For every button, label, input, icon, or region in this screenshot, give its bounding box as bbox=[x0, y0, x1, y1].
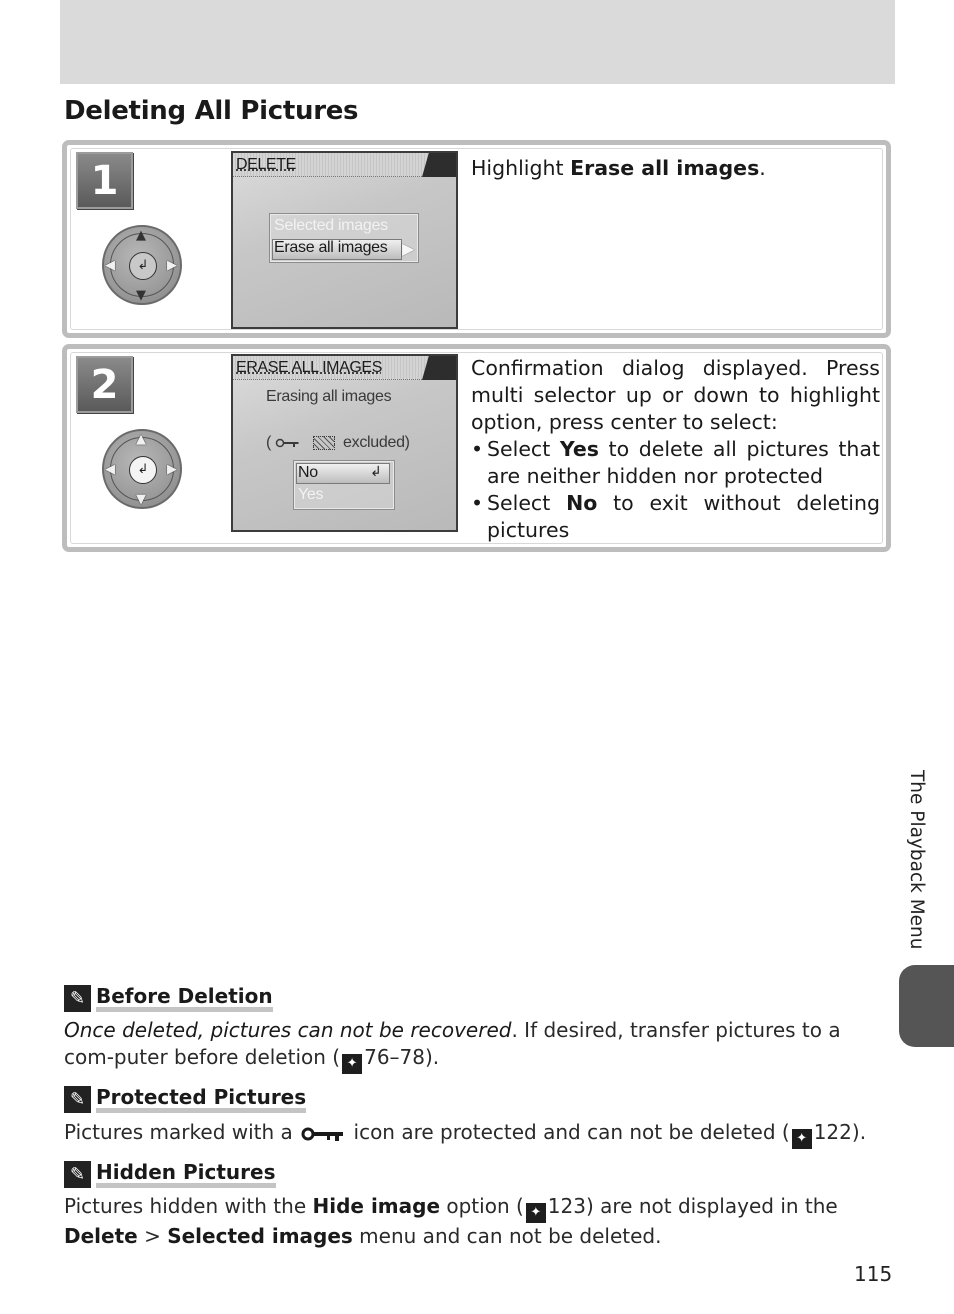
arrow-up-icon: ▲ bbox=[136, 228, 146, 243]
pencil-note-icon: ✎ bbox=[64, 1086, 91, 1113]
pencil-note-icon: ✎ bbox=[64, 1161, 91, 1188]
key-icon bbox=[275, 436, 305, 450]
multi-selector-icon bbox=[102, 225, 182, 305]
note-heading: ✎ Before Deletion bbox=[64, 985, 273, 1012]
list-item: • Select Yes to delete all pictures that are neither hidden nor protected bbox=[471, 437, 881, 488]
chapter-tab bbox=[899, 965, 954, 1047]
step-2-box bbox=[62, 344, 891, 552]
submenu-arrow-icon: ▶ bbox=[402, 241, 415, 258]
screen-title: ERASE ALL IMAGES bbox=[236, 359, 382, 376]
list-item: • Select No to exit without deleting pictures bbox=[471, 491, 880, 542]
screen-message: Erasing all images bbox=[266, 388, 392, 405]
camera-screen bbox=[231, 354, 458, 532]
menu-list bbox=[293, 460, 395, 510]
note-body: Pictures marked with a icon are protected and can not be deleted ( ✦ 122). bbox=[64, 1119, 892, 1149]
camera-screen bbox=[231, 151, 458, 329]
section-title: Deleting All Pictures bbox=[64, 96, 359, 126]
pencil-note-icon: ✎ bbox=[64, 985, 91, 1012]
step-number: 2 bbox=[76, 356, 133, 413]
menu-item-selected[interactable]: No bbox=[298, 464, 318, 481]
enter-icon: ↲ bbox=[129, 456, 157, 484]
key-icon bbox=[301, 1126, 345, 1142]
hidden-dotted-icon bbox=[313, 436, 335, 450]
arrow-left-icon: ◀ bbox=[105, 462, 115, 477]
note-body: Pictures hidden with the Hide image option ( ✦ 123) are not displayed in the Delete > Selected images menu and can not be deleted. bbox=[64, 1194, 838, 1248]
page-number: 115 bbox=[854, 1262, 893, 1286]
screen-title: DELETE bbox=[236, 156, 296, 173]
enter-icon: ↲ bbox=[370, 463, 382, 479]
step-2-instruction: Confirmation dialog displayed. Press multi selector up or down to highlight option, press center to select: • Select Yes to delete all pictures that are neither hidden nor protected • Select No to exit without deleting pictures bbox=[471, 356, 881, 542]
menu-item[interactable]: Selected images bbox=[274, 217, 388, 234]
excluded-note: ( excluded) bbox=[266, 434, 410, 451]
note-body: Once deleted, pictures can not be recovered. If desired, transfer pictures to a com-puter before deletion ( ✦ 76–78). bbox=[64, 1017, 892, 1074]
menu-item[interactable]: Yes bbox=[298, 486, 324, 503]
arrow-right-icon: ▶ bbox=[167, 462, 177, 477]
step-number: 1 bbox=[76, 152, 133, 209]
note-heading: ✎ Hidden Pictures bbox=[64, 1161, 276, 1188]
arrow-down-icon: ▼ bbox=[136, 288, 146, 303]
page-reference-icon: ✦ bbox=[342, 1054, 362, 1074]
page-reference-icon: ✦ bbox=[526, 1203, 546, 1223]
arrow-up-icon: ▲ bbox=[136, 432, 146, 447]
note-heading: ✎ Protected Pictures bbox=[64, 1086, 306, 1113]
step-1-box bbox=[62, 140, 891, 338]
chapter-label: The Playback Menu bbox=[906, 770, 927, 950]
enter-icon: ↲ bbox=[129, 252, 157, 280]
menu-list bbox=[269, 213, 419, 263]
step-1-instruction: Highlight Erase all images. bbox=[471, 156, 766, 180]
arrow-down-icon: ▼ bbox=[136, 492, 146, 507]
multi-selector-icon bbox=[102, 429, 182, 509]
page-reference-icon: ✦ bbox=[792, 1129, 812, 1149]
arrow-right-icon: ▶ bbox=[167, 258, 177, 273]
arrow-left-icon: ◀ bbox=[105, 258, 115, 273]
menu-item-selected[interactable]: Erase all images bbox=[274, 239, 388, 256]
header-band bbox=[60, 0, 895, 84]
